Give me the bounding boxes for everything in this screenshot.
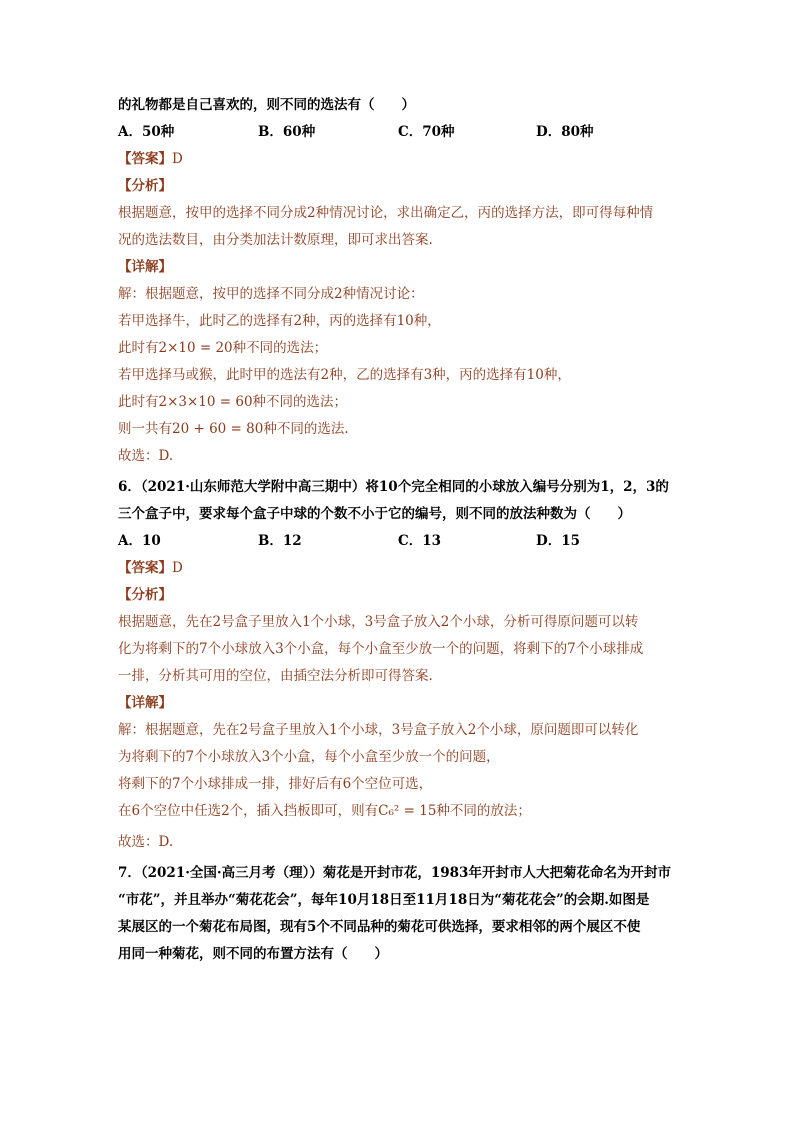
q6-analysis-line-3: 一排，分析其可用的空位，由插空法分析即可得答案. xyxy=(118,668,433,684)
q6-option-d: D．15 xyxy=(536,533,580,549)
q7-stem-line-4: 用同一种菊花，则不同的布置方法有（ ） xyxy=(118,946,388,962)
q6-detail-line-2: 为将剩下的7个小球放入3个小盒，每个小盒至少放一个的问题， xyxy=(118,749,500,765)
q7-stem-line-1: 7．（2021·全国·高三月考（理））菊花是开封市花，1983年开封市人大把菊花命名为开封市 xyxy=(118,865,671,881)
q5-analysis-line-2: 况的选法数目，由分类加法计数原理，即可求出答案. xyxy=(118,232,433,248)
q5-detail-tag: 【详解】 xyxy=(118,259,172,275)
q6-option-b: B．12 xyxy=(258,533,302,549)
answer-value: D xyxy=(172,560,183,576)
q5-stem-tail: 的礼物都是自己喜欢的，则不同的选法有（ ） xyxy=(118,97,415,113)
q6-answer xyxy=(118,559,183,577)
q5-analysis-line-1: 根据题意，按甲的选择不同分成2种情况讨论，求出确定乙，丙的选择方法，即可得每种情 xyxy=(118,205,654,221)
q5-option-a: A．50种 xyxy=(118,124,175,140)
answer-tag: 【答案】 xyxy=(118,151,172,167)
q7-stem-line-3: 某展区的一个菊花布局图，现有5个不同品种的菊花可供选择，要求相邻的两个展区不使 xyxy=(118,919,641,935)
q5-detail-line-6: 则一共有20 + 60 = 80种不同的选法. xyxy=(118,421,349,437)
q5-detail-line-3: 此时有2×10 = 20种不同的选法； xyxy=(118,340,328,356)
q6-detail-line-3: 将剩下的7个小球排成一排，排好后有6个空位可选， xyxy=(118,776,433,792)
q6-analysis-line-2: 化为将剩下的7个小球放入3个小盒，每个小盒至少放一个的问题，将剩下的7个小球排成 xyxy=(118,641,644,657)
q5-detail-line-5: 此时有2×3×10 = 60种不同的选法； xyxy=(118,394,348,410)
q5-answer xyxy=(118,150,183,168)
q6-option-a: A．10 xyxy=(118,533,161,549)
q6-option-c: C．13 xyxy=(398,533,442,549)
q5-detail-line-2: 若甲选择牛，此时乙的选择有2种，丙的选择有10种， xyxy=(118,313,441,329)
q5-analysis-tag: 【分析】 xyxy=(118,178,172,194)
q5-detail-line-4: 若甲选择马或猴，此时甲的选法有2种，乙的选择有3种，丙的选择有10种， xyxy=(118,367,571,383)
q5-detail-line-7: 故选：D. xyxy=(118,448,174,464)
q6-stem-line-2: 三个盒子中，要求每个盒子中球的个数不小于它的编号，则不同的放法种数为（ ） xyxy=(118,506,631,522)
q5-option-d: D．80种 xyxy=(536,124,594,140)
q6-detail-tag: 【详解】 xyxy=(118,695,172,711)
q6-stem-line-1: 6．（2021·山东师范大学附中高三期中）将10个完全相同的小球放入编号分别为1，2，3的 xyxy=(118,479,669,495)
q6-detail-line-1: 解：根据题意，先在2号盒子里放入1个小球，3号盒子放入2个小球，原问题即可以转化 xyxy=(118,722,639,738)
q5-option-b: B．60种 xyxy=(258,124,316,140)
q6-analysis-tag: 【分析】 xyxy=(118,587,172,603)
answer-value: D xyxy=(172,151,183,167)
q7-stem-line-2: “市花”，并且举办“菊花花会”，每年10月18日至11月18日为“菊花花会”的会期.如图是 xyxy=(118,892,650,908)
q6-analysis-line-1: 根据题意，先在2号盒子里放入1个小球，3号盒子放入2个小球，分析可得原问题可以转 xyxy=(118,614,639,630)
q5-detail-line-1: 解：根据题意，按甲的选择不同分成2种情况讨论： xyxy=(118,286,424,302)
answer-tag: 【答案】 xyxy=(118,560,172,576)
q5-option-c: C．70种 xyxy=(398,124,455,140)
q6-detail-line-5: 故选：D. xyxy=(118,834,174,850)
q6-detail-line-4: 在6个空位中任选2个，插入挡板即可，则有C₆² = 15种不同的放法； xyxy=(118,803,531,819)
